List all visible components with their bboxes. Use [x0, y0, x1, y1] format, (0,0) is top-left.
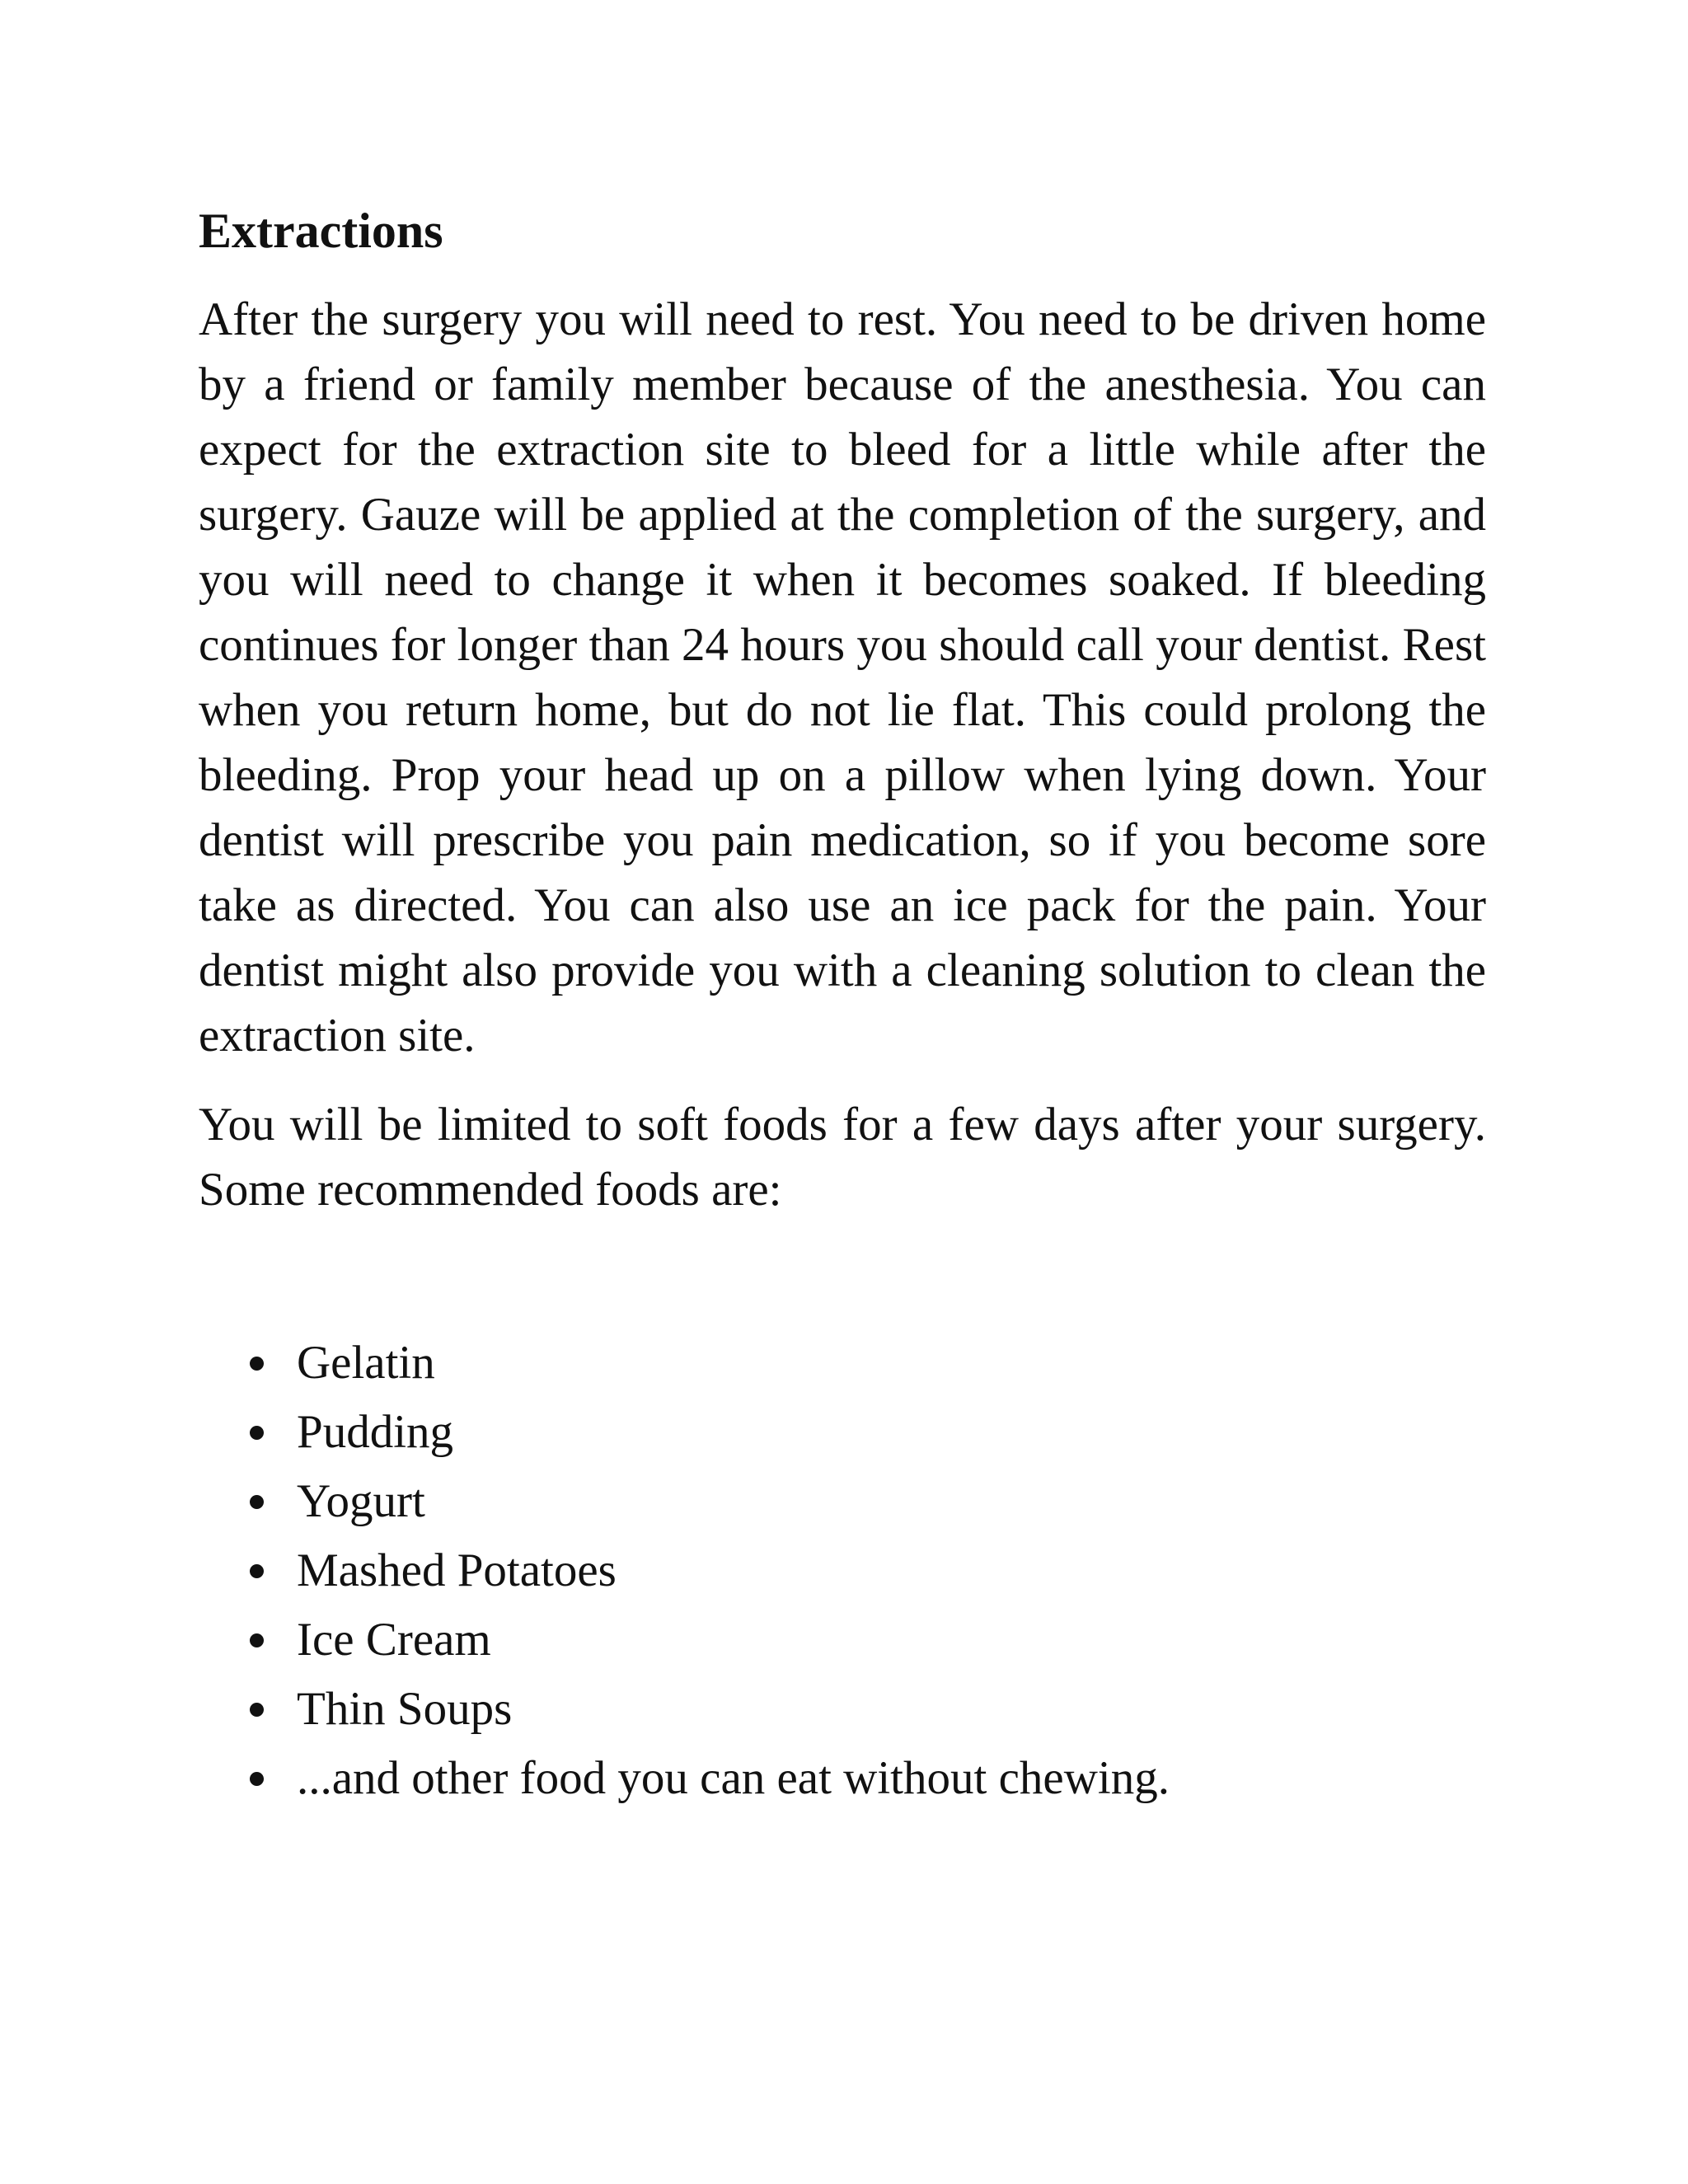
list-item — [199, 1605, 1486, 1675]
list-item — [199, 1744, 1486, 1813]
food-item-label: Yogurt — [297, 1475, 425, 1527]
bullet-icon — [250, 1495, 264, 1509]
food-item-label: Gelatin — [297, 1337, 435, 1389]
bullet-icon — [250, 1357, 264, 1371]
bullet-icon — [250, 1703, 264, 1717]
document-content — [199, 196, 1486, 1813]
list-item — [199, 1675, 1486, 1744]
list-item — [199, 1329, 1486, 1398]
bullet-icon — [250, 1426, 264, 1440]
list-item — [199, 1536, 1486, 1605]
food-item-label: Pudding — [297, 1406, 454, 1458]
food-item-label: Ice Cream — [297, 1614, 491, 1666]
food-item-label: ...and other food you can eat without chewing. — [297, 1752, 1170, 1804]
soft-foods-paragraph: You will be limited to soft foods for a few days after your surgery. Some recommended foods are: — [199, 1099, 1486, 1216]
list-item — [199, 1467, 1486, 1536]
aftercare-paragraph: After the surgery you will need to rest. You need to be driven home by a friend or family member because of the anesthesia. You can expect for the extraction site to bleed for a little while after the surgery. Gauze will be applied at the completion of the surgery, and you will need to change it when it becomes soaked. If bleeding continues for longer than 24 hours you should call your dentist. Rest when you return home, but do not lie flat. This could prolong the bleeding. Prop your head up on a pillow when lying down. Your dentist will prescribe you pain medication, so if you become sore take as directed. You can also use an ice pack for the pain. Your dentist might also provide you with a cleaning solution to clean the extraction site. — [199, 293, 1486, 1062]
food-item-label: Thin Soups — [297, 1683, 513, 1735]
list-item — [199, 1398, 1486, 1467]
bullet-icon — [250, 1633, 264, 1647]
bullet-icon — [250, 1564, 264, 1578]
page-title: Extractions — [199, 204, 443, 258]
bullet-icon — [250, 1772, 264, 1786]
food-item-label: Mashed Potatoes — [297, 1544, 617, 1596]
recommended-foods-list — [199, 1329, 1486, 1813]
